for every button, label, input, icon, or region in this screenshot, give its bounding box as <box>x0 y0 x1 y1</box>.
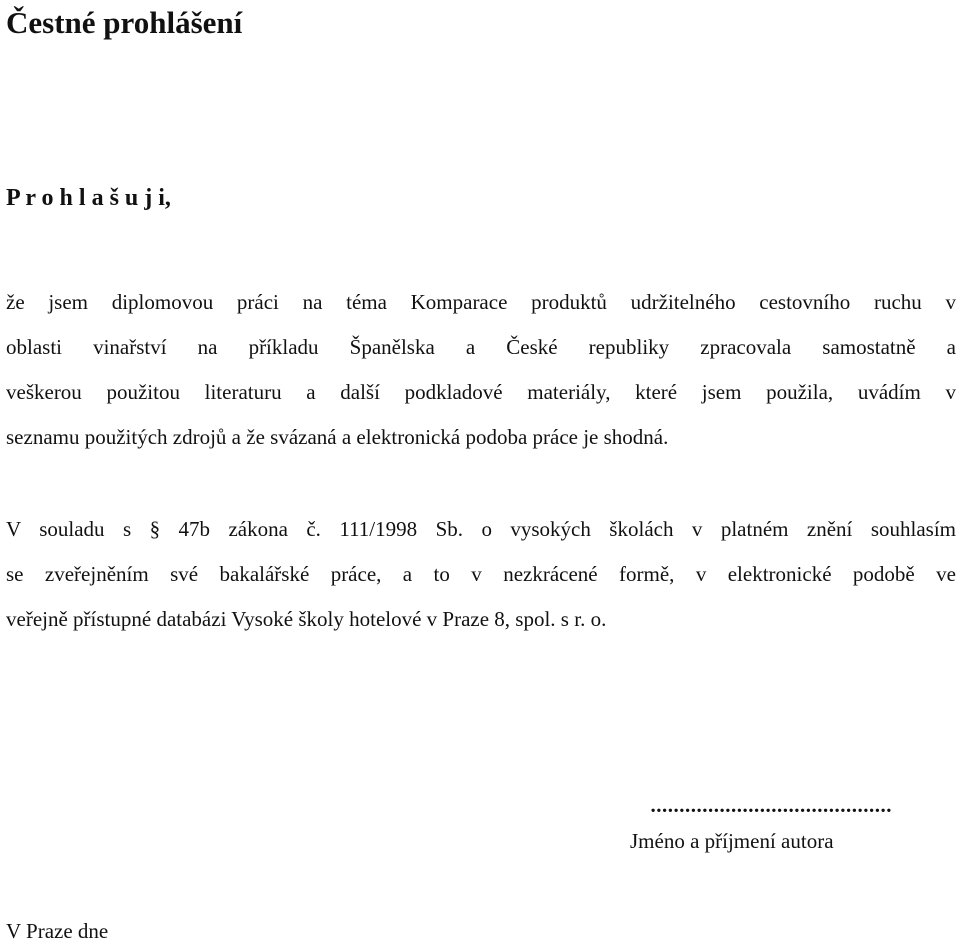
place-date-label: V Praze dne <box>6 919 109 943</box>
paragraph-line: seznamu použitých zdrojů a že svázaná a elektronická podoba práce je shodná. <box>6 425 669 449</box>
declaration-heading: P r o h l a š u j i, <box>6 185 171 211</box>
signature-line: .......................................... <box>650 793 892 817</box>
paragraph-line: se zveřejněním své bakalářské práce, a to v nezkrácené formě, v elektronické podobě ve <box>6 562 956 586</box>
document-title: Čestné prohlášení <box>6 5 243 40</box>
paragraph-line: oblasti vinařství na příkladu Španělska a České republiky zpracovala samostatně a <box>6 335 956 359</box>
paragraph-line: V souladu s § 47b zákona č. 111/1998 Sb. o vysokých školách v platném znění souhlasím <box>6 517 956 541</box>
paragraph-line: že jsem diplomovou práci na téma Komparace produktů udržitelného cestovního ruchu v <box>6 290 956 314</box>
paragraph-line: veškerou použitou literaturu a další podkladové materiály, které jsem použila, uvádím v <box>6 380 956 404</box>
signature-caption: Jméno a příjmení autora <box>630 829 834 853</box>
consent-paragraph <box>6 507 956 642</box>
paragraph-line: veřejně přístupné databázi Vysoké školy hotelové v Praze 8, spol. s r. o. <box>6 607 607 631</box>
declaration-paragraph <box>6 280 956 460</box>
